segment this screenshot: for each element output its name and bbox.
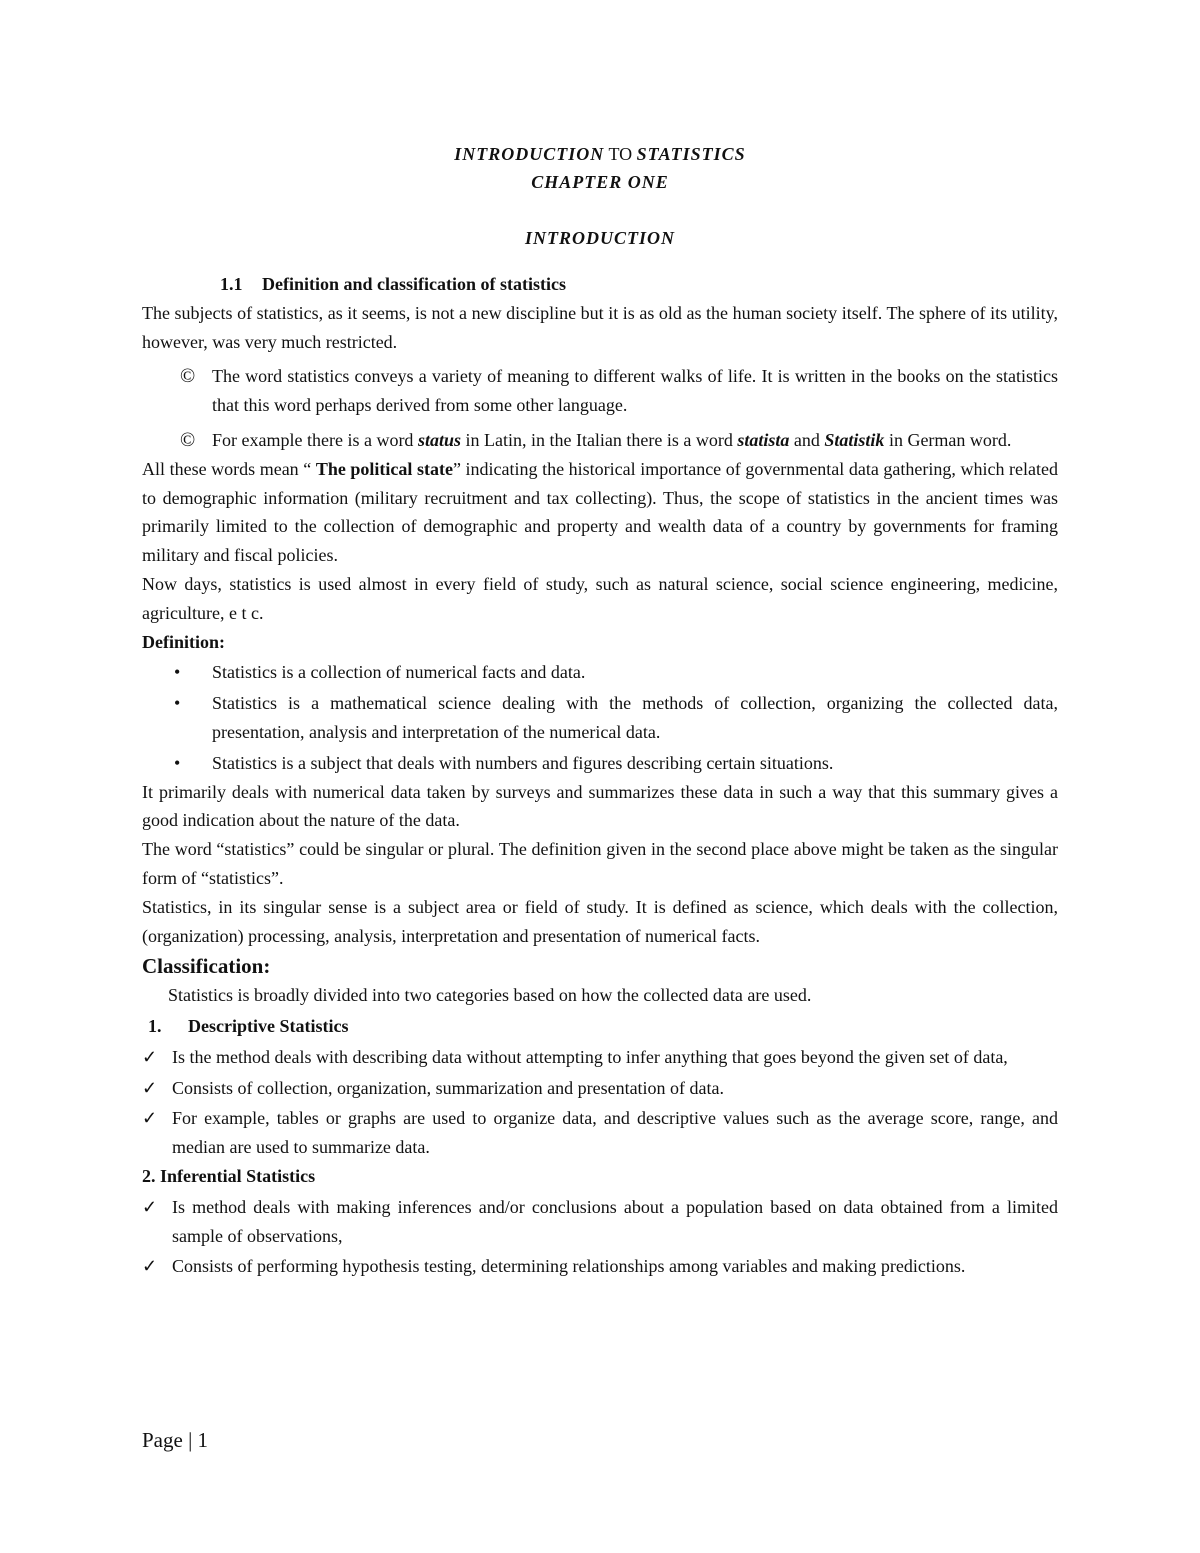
- italian-word: statista: [737, 429, 790, 450]
- classification-heading: Classification:: [142, 954, 271, 979]
- checkmark-icon: ✓: [142, 1196, 158, 1217]
- list-item-text: Consists of performing hypothesis testing, determining relationships among variables and making predictions.: [172, 1256, 966, 1277]
- chapter-title: CHAPTER ONE: [531, 172, 669, 192]
- latin-word: status: [417, 429, 461, 450]
- document-title: [142, 140, 1058, 168]
- list-item: [142, 1043, 1058, 1072]
- title-word-statistics: STATISTICS: [636, 144, 746, 164]
- list-item-text: Statistics is a mathematical science dealing with the methods of collection, organizing the collected data, presentation, analysis and interpretation of the numerical data.: [212, 693, 1058, 742]
- political-paragraph: [142, 455, 1058, 570]
- list-item-text: in German word.: [884, 429, 1012, 450]
- definition-list: [142, 658, 1058, 777]
- german-word: Statistik: [824, 429, 885, 450]
- inferential-list: [142, 1193, 1058, 1281]
- checkmark-icon: ✓: [142, 1256, 158, 1277]
- copyright-icon: ©: [180, 365, 196, 388]
- list-item: [142, 749, 1058, 778]
- list-item-text: Is method deals with making inferences and/or conclusions about a population based on data obtained from a limited sample of observations,: [172, 1196, 1058, 1246]
- list-item: [142, 426, 1058, 455]
- list-item-text: in Latin, in the Italian there is a word: [460, 429, 738, 450]
- descriptive-heading: [142, 1012, 1058, 1041]
- list-item-text: Statistics is a collection of numerical facts and data.: [212, 662, 586, 683]
- paragraph: It primarily deals with numerical data taken by surveys and summarizes these data in such a way that this summary gives a good indication about the nature of the data.: [142, 781, 1058, 831]
- list-item: [142, 1074, 1058, 1103]
- list-item-text: Is the method deals with describing data without attempting to infer anything that goes beyond the given set of data,: [172, 1046, 1008, 1067]
- descriptive-list: [142, 1043, 1058, 1162]
- section-heading-1-1: [220, 270, 1058, 299]
- bold-phrase: The political state: [315, 458, 453, 479]
- list-item: [142, 1193, 1058, 1251]
- list-item-text: Consists of collection, organization, summarization and presentation of data.: [172, 1077, 725, 1098]
- heading-text: Descriptive Statistics: [188, 1015, 349, 1036]
- paragraph: The word “statistics” could be singular or plural. The definition given in the second place above might be taken as the singular form of “statistics”.: [142, 839, 1058, 888]
- list-item-text: For example, tables or graphs are used to organize data, and descriptive values such as the average score, range, and median are used to summarize data.: [172, 1108, 1058, 1158]
- page-number: Page | 1: [142, 1428, 209, 1452]
- nowdays-paragraph: Now days, statistics is used almost in every field of study, such as natural science, social science engineering, medicine, agriculture, e t c.: [142, 573, 1058, 623]
- list-item-text: The word statistics conveys a variety of meaning to different walks of life. It is written in the books on the statistics that this word perhaps derived from some other language.: [212, 366, 1058, 416]
- copyright-list: [142, 362, 1058, 454]
- checkmark-icon: ✓: [142, 1046, 158, 1067]
- list-item: [142, 362, 1058, 420]
- section-number: 1.1: [220, 274, 243, 294]
- title-block: [142, 140, 1058, 252]
- heading-number: 1.: [148, 1015, 162, 1036]
- list-item-text: Statistics is a subject that deals with numbers and figures describing certain situations.: [212, 752, 834, 773]
- intro-paragraph: The subjects of statistics, as it seems, is not a new discipline but it is as old as the human society itself. The sphere of its utility, however, was very much restricted.: [142, 302, 1058, 352]
- section-title: INTRODUCTION: [524, 228, 675, 248]
- inferential-heading: 2. Inferential Statistics: [142, 1165, 316, 1186]
- list-item: [142, 1104, 1058, 1162]
- classification-intro: Statistics is broadly divided into two categories based on how the collected data are used.: [168, 985, 812, 1006]
- bullet-icon: •: [174, 693, 181, 714]
- bullet-icon: •: [174, 752, 181, 773]
- definition-heading: Definition:: [142, 631, 225, 652]
- list-item-text: and: [789, 429, 825, 450]
- section-heading-text: Definition and classification of statistics: [262, 274, 566, 294]
- copyright-icon: ©: [180, 428, 196, 451]
- page-content: [142, 140, 1058, 1281]
- title-word-introduction: INTRODUCTION: [454, 144, 605, 164]
- list-item: [142, 689, 1058, 747]
- paragraph-text: ” indicating the historical importance of governmental data gathering, which related to demographic information (military recruitment and tax collecting). Thus, the scope of statistics in the ancient times was primarily limited to the collection of demographic and property and wealth data of a country by governments for framing military and fiscal policies.: [142, 458, 1058, 566]
- bullet-icon: •: [174, 662, 181, 683]
- title-word-to: TO: [604, 144, 637, 164]
- paragraph: Statistics, in its singular sense is a subject area or field of study. It is defined as science, which deals with the collection, (organization) processing, analysis, interpretation and presentation of numerical facts.: [142, 896, 1058, 946]
- list-item-text: For example there is a word: [212, 429, 418, 450]
- checkmark-icon: ✓: [142, 1108, 158, 1129]
- checkmark-icon: ✓: [142, 1077, 158, 1098]
- list-item: [142, 658, 1058, 687]
- list-item: [142, 1252, 1058, 1281]
- paragraph-text: All these words mean “: [142, 458, 316, 479]
